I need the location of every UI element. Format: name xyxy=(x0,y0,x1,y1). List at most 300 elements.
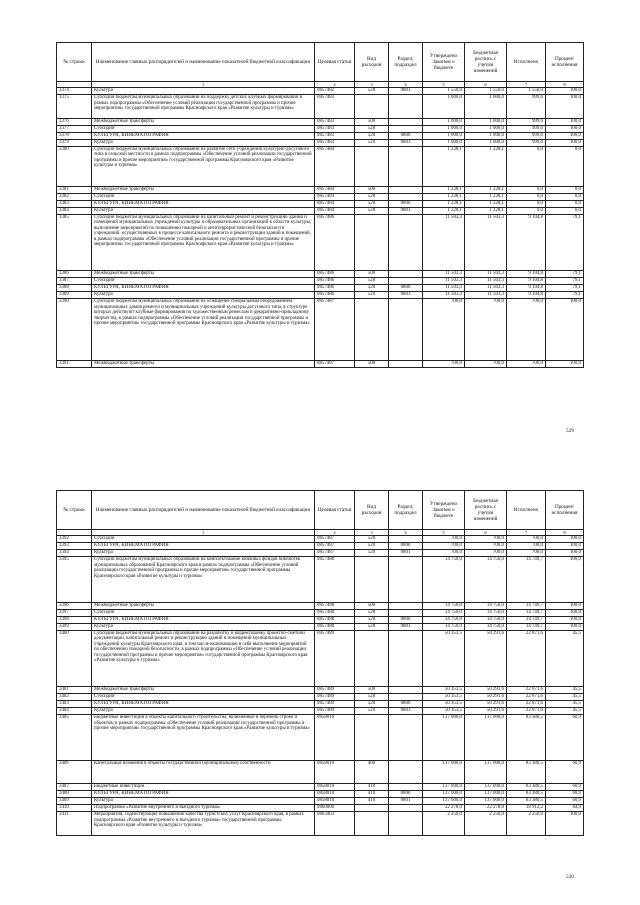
execution-percent: 60,9 xyxy=(546,791,584,798)
execution-percent: 79,1 xyxy=(546,292,584,299)
row-name: Субсидии xyxy=(92,125,315,132)
schedule-amount: 137 000,0 xyxy=(465,715,507,761)
schedule-amount: 11 503,3 xyxy=(465,285,507,292)
approved-amount: 11 503,3 xyxy=(423,278,465,285)
executed-amount: 999,6 xyxy=(507,95,546,119)
table-row xyxy=(57,760,584,784)
row-number: 3381 xyxy=(57,186,92,193)
executed-amount: 83 380,5 xyxy=(507,715,546,761)
section-code xyxy=(389,805,423,812)
schedule-amount: 14 750,0 xyxy=(465,609,507,616)
expense-kind: 500 xyxy=(355,602,389,609)
row-number: 3385 xyxy=(57,214,92,271)
approved-amount: 1 550,0 xyxy=(423,88,465,95)
row-number: 3408 xyxy=(57,791,92,798)
table-row xyxy=(57,609,584,616)
column-number: 7 xyxy=(507,82,546,88)
expense-kind: 520 xyxy=(355,536,389,543)
approved-amount: 137 000,0 xyxy=(423,791,465,798)
schedule-amount: 700,0 xyxy=(465,299,507,361)
header-section: Раздел, подраздел xyxy=(389,491,423,530)
section-code xyxy=(389,602,423,609)
schedule-amount: 50 291,6 xyxy=(465,630,507,687)
column-number: 1 xyxy=(92,530,315,536)
target-article: 0857489 xyxy=(315,630,355,687)
row-name: Субсидии бюджетам муниципальных образований на комплектование книжных фондов библиотек муниципальных образований Красноярского края в рамках подпрограммы «Обеспечение условий реализации государственной программы и прочие мероприятия» государственной программы Красноярского края «Развитие культуры и туризма» xyxy=(92,557,315,603)
section-code xyxy=(389,186,423,193)
header-num: № строки xyxy=(57,491,92,530)
section-code: 0801 xyxy=(389,798,423,805)
expense-kind: 500 xyxy=(355,687,389,694)
execution-percent: 100,0 xyxy=(546,543,584,550)
schedule-amount: 14 750,0 xyxy=(465,557,507,603)
section-code xyxy=(389,536,423,543)
execution-percent: 100,0 xyxy=(546,623,584,630)
section-code xyxy=(389,715,423,761)
expense-kind: 400 xyxy=(355,760,389,784)
execution-percent: 100,0 xyxy=(546,125,584,132)
row-number: 3380 xyxy=(57,146,92,186)
row-name: КУЛЬТУРА, КИНЕМАТОГРАФИЯ xyxy=(92,543,315,550)
schedule-amount: 2 250,0 xyxy=(465,812,507,836)
table-row xyxy=(57,207,584,214)
execution-percent: 100,0 xyxy=(546,557,584,603)
table-row xyxy=(57,125,584,132)
schedule-amount: 1 228,1 xyxy=(465,207,507,214)
target-article: 0857483 xyxy=(315,139,355,146)
execution-percent: 100,0 xyxy=(546,361,584,368)
schedule-amount: 22 278,0 xyxy=(465,805,507,812)
expense-kind: 410 xyxy=(355,784,389,791)
execution-percent: 79,1 xyxy=(546,285,584,292)
row-name: Бюджетные инвестиции xyxy=(92,784,315,791)
target-article: 0857487 xyxy=(315,550,355,557)
table-row xyxy=(57,299,584,361)
table-row xyxy=(57,118,584,125)
target-article: 0858010 xyxy=(315,715,355,761)
table-row xyxy=(57,791,584,798)
target-article: 0857487 xyxy=(315,299,355,361)
row-number: 3384 xyxy=(57,207,92,214)
executed-amount: 700,0 xyxy=(507,543,546,550)
header-name: Наименование главных распорядителей и наименование показателей бюджетной классификации xyxy=(92,491,315,530)
header-kind: Вид расходов xyxy=(355,43,389,82)
expense-kind: 520 xyxy=(355,292,389,299)
row-name: КУЛЬТУРА, КИНЕМАТОГРАФИЯ xyxy=(92,701,315,708)
approved-amount: 1 000,0 xyxy=(423,132,465,139)
section-code xyxy=(389,278,423,285)
target-article: 0857484 xyxy=(315,207,355,214)
section-code: 0800 xyxy=(389,701,423,708)
row-number: 3393 xyxy=(57,543,92,550)
table-row xyxy=(57,200,584,207)
table-page-529 xyxy=(56,42,583,368)
target-article: 0857486 xyxy=(315,278,355,285)
approved-amount: 700,0 xyxy=(423,550,465,557)
target-article: 0857489 xyxy=(315,708,355,715)
table-row xyxy=(57,292,584,299)
target-article: 0857484 xyxy=(315,200,355,207)
executed-amount: 9 104,8 xyxy=(507,278,546,285)
approved-amount: 1 000,0 xyxy=(423,125,465,132)
target-article: 0858010 xyxy=(315,760,355,784)
row-number: 3392 xyxy=(57,536,92,543)
column-number: 5 xyxy=(423,82,465,88)
table-row xyxy=(57,193,584,200)
section-code xyxy=(389,687,423,694)
target-article: 0857488 xyxy=(315,602,355,609)
expense-kind: 520 xyxy=(355,207,389,214)
table-row xyxy=(57,687,584,694)
schedule-amount: 1 000,0 xyxy=(465,132,507,139)
schedule-amount: 50 291,6 xyxy=(465,701,507,708)
target-article: 0857489 xyxy=(315,687,355,694)
executed-amount: 83 380,5 xyxy=(507,798,546,805)
execution-percent: 100,0 xyxy=(546,616,584,623)
executed-amount: 0,0 xyxy=(507,186,546,193)
row-number: 3387 xyxy=(57,278,92,285)
target-article: 0857484 xyxy=(315,193,355,200)
target-article: 0863463 xyxy=(315,812,355,836)
execution-percent: 45,5 xyxy=(546,694,584,701)
execution-percent: 0,0 xyxy=(546,200,584,207)
row-number: 3410 xyxy=(57,805,92,812)
row-name: Субсидии xyxy=(92,536,315,543)
column-number: 4 xyxy=(389,530,423,536)
executed-amount: 0,0 xyxy=(507,200,546,207)
table-row xyxy=(57,278,584,285)
column-number: 7 xyxy=(507,530,546,536)
section-code: 0801 xyxy=(389,708,423,715)
execution-percent: 100,0 xyxy=(546,132,584,139)
executed-amount: 83 380,5 xyxy=(507,784,546,791)
row-name: Межбюджетные трансферты xyxy=(92,118,315,125)
expense-kind: 520 xyxy=(355,285,389,292)
approved-amount: 14 750,0 xyxy=(423,602,465,609)
approved-amount: 50 353,5 xyxy=(423,708,465,715)
page-number: 530 xyxy=(566,874,574,880)
row-name: Бюджетные инвестиции в объекты капитального строительства, включенные в перечень строек и объектов, в рамках подпрограммы «Обеспечение условий реализации государственной программы и прочие мероприятия» государственной программы Красноярского края «Развитие культуры и туризма» xyxy=(92,715,315,761)
target-article: 0857489 xyxy=(315,694,355,701)
table-row xyxy=(57,708,584,715)
expense-kind: 520 xyxy=(355,550,389,557)
row-number: 3402 xyxy=(57,694,92,701)
schedule-amount: 1 550,0 xyxy=(465,88,507,95)
schedule-amount: 700,0 xyxy=(465,543,507,550)
section-code xyxy=(389,299,423,361)
executed-amount: 22 871,6 xyxy=(507,687,546,694)
schedule-amount: 137 000,0 xyxy=(465,760,507,784)
executed-amount: 14 749,7 xyxy=(507,557,546,603)
executed-amount: 700,0 xyxy=(507,550,546,557)
approved-amount: 1 000,0 xyxy=(423,139,465,146)
row-number: 3401 xyxy=(57,687,92,694)
budget-table xyxy=(56,490,584,836)
approved-amount: 1 228,1 xyxy=(423,193,465,200)
row-name: КУЛЬТУРА, КИНЕМАТОГРАФИЯ xyxy=(92,616,315,623)
approved-amount: 22 278,0 xyxy=(423,805,465,812)
executed-amount: 0,0 xyxy=(507,193,546,200)
row-number: 3400 xyxy=(57,630,92,687)
table-row xyxy=(57,812,584,836)
header-target: Целевая статья xyxy=(315,43,355,82)
table-row xyxy=(57,557,584,603)
expense-kind: 500 xyxy=(355,271,389,278)
approved-amount: 700,0 xyxy=(423,543,465,550)
schedule-amount: 700,0 xyxy=(465,550,507,557)
table-row xyxy=(57,214,584,271)
row-number: 3383 xyxy=(57,200,92,207)
row-name: КУЛЬТУРА, КИНЕМАТОГРАФИЯ xyxy=(92,132,315,139)
section-code xyxy=(389,146,423,186)
expense-kind: 520 xyxy=(355,623,389,630)
schedule-amount: 1 228,1 xyxy=(465,200,507,207)
execution-percent: 45,5 xyxy=(546,708,584,715)
section-code xyxy=(389,95,423,119)
section-code xyxy=(389,760,423,784)
header-schedule: Бюджетная роспись с учетом изменений xyxy=(465,491,507,530)
approved-amount: 700,0 xyxy=(423,361,465,368)
section-code xyxy=(389,630,423,687)
row-number: 3403 xyxy=(57,701,92,708)
header-approved: Утверждено Законом о бюджете xyxy=(423,43,465,82)
row-number: 3391 xyxy=(57,361,92,368)
target-article: 0857487 xyxy=(315,361,355,368)
section-code xyxy=(389,557,423,603)
schedule-amount: 50 291,6 xyxy=(465,708,507,715)
expense-kind: 520 xyxy=(355,609,389,616)
execution-percent: 0,0 xyxy=(546,146,584,186)
column-number: 6 xyxy=(465,82,507,88)
schedule-amount: 11 503,3 xyxy=(465,214,507,271)
expense-kind: 520 xyxy=(355,132,389,139)
execution-percent: 100,0 xyxy=(546,536,584,543)
row-number: 3405 xyxy=(57,715,92,761)
schedule-amount: 700,0 xyxy=(465,536,507,543)
row-name: Культура xyxy=(92,623,315,630)
execution-percent: 100,0 xyxy=(546,88,584,95)
executed-amount: 83 380,5 xyxy=(507,760,546,784)
execution-percent: 60,9 xyxy=(546,760,584,784)
expense-kind: 520 xyxy=(355,125,389,132)
approved-amount: 50 353,5 xyxy=(423,694,465,701)
executed-amount: 83 380,5 xyxy=(507,791,546,798)
approved-amount: 50 353,5 xyxy=(423,701,465,708)
row-number: 3379 xyxy=(57,139,92,146)
approved-amount: 14 750,0 xyxy=(423,609,465,616)
table-row xyxy=(57,285,584,292)
row-name: Межбюджетные трансферты xyxy=(92,602,315,609)
schedule-amount: 1 000,0 xyxy=(465,139,507,146)
schedule-amount: 11 503,3 xyxy=(465,271,507,278)
executed-amount: 14 749,7 xyxy=(507,602,546,609)
section-code: 0801 xyxy=(389,88,423,95)
section-code xyxy=(389,609,423,616)
approved-amount: 1 228,1 xyxy=(423,146,465,186)
approved-amount: 1 000,0 xyxy=(423,118,465,125)
row-name: Культура xyxy=(92,708,315,715)
row-number: 3409 xyxy=(57,798,92,805)
executed-amount: 22 871,6 xyxy=(507,701,546,708)
column-number: 4 xyxy=(389,82,423,88)
table-row xyxy=(57,550,584,557)
execution-percent: 100,0 xyxy=(546,550,584,557)
row-number: 3377 xyxy=(57,125,92,132)
executed-amount: 22 871,6 xyxy=(507,708,546,715)
column-number: 8 xyxy=(546,82,584,88)
budget-table xyxy=(56,42,584,368)
approved-amount: 2 250,0 xyxy=(423,812,465,836)
schedule-amount: 1 000,0 xyxy=(465,118,507,125)
row-number: 3395 xyxy=(57,557,92,603)
header-schedule: Бюджетная роспись с учетом изменений xyxy=(465,43,507,82)
schedule-amount: 137 000,0 xyxy=(465,798,507,805)
executed-amount: 14 749,7 xyxy=(507,609,546,616)
target-article: 0857484 xyxy=(315,186,355,193)
expense-kind xyxy=(355,214,389,271)
row-number: 3378 xyxy=(57,132,92,139)
executed-amount: 999,6 xyxy=(507,139,546,146)
row-name: Капитальные вложения в объекты государственной (муниципальной) собственности xyxy=(92,760,315,784)
row-number: 3376 xyxy=(57,118,92,125)
expense-kind: 500 xyxy=(355,361,389,368)
row-number: 3388 xyxy=(57,285,92,292)
executed-amount: 0,0 xyxy=(507,146,546,186)
executed-amount: 1 550,0 xyxy=(507,88,546,95)
header-row xyxy=(57,491,584,530)
table-row xyxy=(57,132,584,139)
expense-kind xyxy=(355,715,389,761)
section-code: 0801 xyxy=(389,550,423,557)
section-code: 0800 xyxy=(389,200,423,207)
section-code: 0800 xyxy=(389,132,423,139)
expense-kind xyxy=(355,299,389,361)
target-article: 0857486 xyxy=(315,285,355,292)
row-number: 3406 xyxy=(57,760,92,784)
table-row xyxy=(57,139,584,146)
section-code: 0800 xyxy=(389,791,423,798)
row-name: Субсидии xyxy=(92,694,315,701)
column-number: 2 xyxy=(315,530,355,536)
row-number: 3404 xyxy=(57,708,92,715)
row-number: 3407 xyxy=(57,784,92,791)
execution-percent: 100,0 xyxy=(546,139,584,146)
expense-kind xyxy=(355,630,389,687)
executed-amount: 999,6 xyxy=(507,132,546,139)
row-name: Межбюджетные трансферты xyxy=(92,687,315,694)
approved-amount: 137 000,0 xyxy=(423,760,465,784)
target-article: 0857488 xyxy=(315,623,355,630)
table-row xyxy=(57,694,584,701)
approved-amount: 700,0 xyxy=(423,299,465,361)
approved-amount: 1 228,1 xyxy=(423,207,465,214)
row-name: Субсидии бюджетам муниципальных образований на поддержку детских клубных формирований в рамках подпрограммы «Обеспечение условий реализации государственной программы и прочие мероприятия» государственной программы Красноярского края «Развитие культуры и туризма» xyxy=(92,95,315,119)
header-kind: Вид расходов xyxy=(355,491,389,530)
page-number: 529 xyxy=(566,428,574,434)
schedule-amount: 1 000,0 xyxy=(465,95,507,119)
expense-kind xyxy=(355,805,389,812)
column-number: 8 xyxy=(546,530,584,536)
target-article: 0857488 xyxy=(315,616,355,623)
table-row xyxy=(57,361,584,368)
table-row xyxy=(57,543,584,550)
section-code xyxy=(389,812,423,836)
header-target: Целевая статья xyxy=(315,491,355,530)
row-number: 3390 xyxy=(57,299,92,361)
executed-amount: 14 749,7 xyxy=(507,623,546,630)
approved-amount: 1 228,1 xyxy=(423,186,465,193)
table-row xyxy=(57,630,584,687)
execution-percent: 0,0 xyxy=(546,207,584,214)
row-number: 3389 xyxy=(57,292,92,299)
row-number: 3386 xyxy=(57,271,92,278)
execution-percent: 100,0 xyxy=(546,812,584,836)
executed-amount: 700,0 xyxy=(507,299,546,361)
schedule-amount: 1 228,1 xyxy=(465,186,507,193)
row-number: 3399 xyxy=(57,623,92,630)
table-row xyxy=(57,805,584,812)
expense-kind: 520 xyxy=(355,278,389,285)
table-row xyxy=(57,715,584,761)
approved-amount: 1 228,1 xyxy=(423,200,465,207)
expense-kind: 520 xyxy=(355,701,389,708)
expense-kind xyxy=(355,146,389,186)
table-row xyxy=(57,536,584,543)
section-code xyxy=(389,193,423,200)
expense-kind: 410 xyxy=(355,798,389,805)
approved-amount: 50 353,5 xyxy=(423,630,465,687)
execution-percent: 79,1 xyxy=(546,271,584,278)
executed-amount: 700,0 xyxy=(507,361,546,368)
executed-amount: 700,0 xyxy=(507,536,546,543)
execution-percent: 60,9 xyxy=(546,784,584,791)
expense-kind: 520 xyxy=(355,694,389,701)
table-row xyxy=(57,616,584,623)
row-name: Субсидии xyxy=(92,609,315,616)
approved-amount: 14 750,0 xyxy=(423,616,465,623)
expense-kind xyxy=(355,95,389,119)
section-code xyxy=(389,361,423,368)
table-row xyxy=(57,95,584,119)
row-name: КУЛЬТУРА, КИНЕМАТОГРАФИЯ xyxy=(92,285,315,292)
execution-percent: 0,0 xyxy=(546,186,584,193)
executed-amount: 9 104,8 xyxy=(507,292,546,299)
section-code xyxy=(389,125,423,132)
schedule-amount: 1 228,1 xyxy=(465,193,507,200)
expense-kind: 410 xyxy=(355,791,389,798)
schedule-amount: 50 291,6 xyxy=(465,694,507,701)
target-article: 0857486 xyxy=(315,292,355,299)
schedule-amount: 11 503,3 xyxy=(465,292,507,299)
executed-amount: 14 749,7 xyxy=(507,616,546,623)
approved-amount: 11 503,3 xyxy=(423,285,465,292)
column-number: 5 xyxy=(423,530,465,536)
execution-percent: 100,0 xyxy=(546,602,584,609)
approved-amount: 137 000,0 xyxy=(423,784,465,791)
row-name: Межбюджетные трансферты xyxy=(92,271,315,278)
table-row xyxy=(57,146,584,186)
schedule-amount: 1 228,1 xyxy=(465,146,507,186)
target-article: 0857484 xyxy=(315,146,355,186)
target-article: 0857488 xyxy=(315,557,355,603)
execution-percent: 45,5 xyxy=(546,701,584,708)
execution-percent: 79,1 xyxy=(546,278,584,285)
approved-amount: 11 503,3 xyxy=(423,292,465,299)
table-row xyxy=(57,88,584,95)
expense-kind xyxy=(355,812,389,836)
schedule-amount: 14 750,0 xyxy=(465,623,507,630)
row-name: Культура xyxy=(92,207,315,214)
